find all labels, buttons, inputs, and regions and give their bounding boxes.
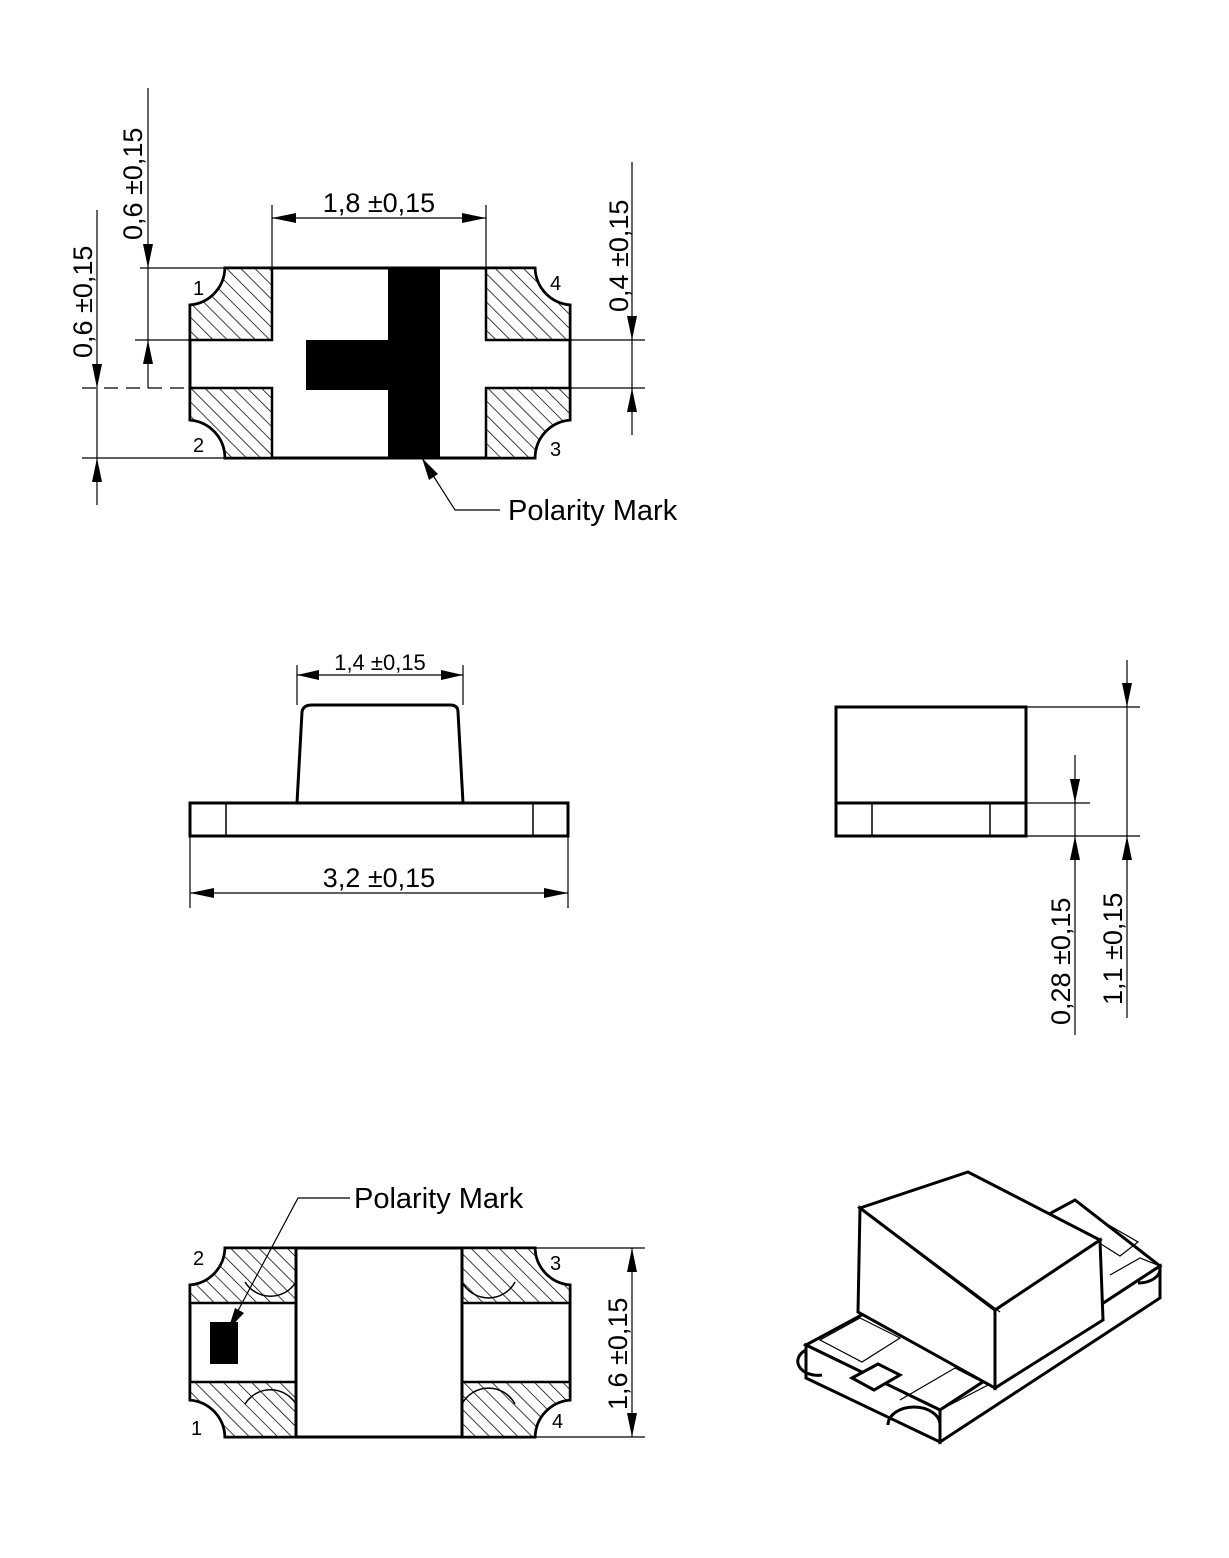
polarity-mark-arm [306,340,390,390]
top-polarity-label: Polarity Mark [508,495,678,527]
side-lens [836,707,1026,803]
top-pin-4: 4 [550,273,562,295]
front-base [190,803,568,836]
side-view [836,660,1140,1035]
dim-left-inner: 0,6 ±0,15 [118,127,148,240]
bottom-pin-2: 2 [193,1248,205,1270]
side-base [836,803,1026,836]
polarity-mark-bar [388,268,440,458]
dim-bottom-height: 1,6 ±0,15 [603,1297,633,1410]
front-lens [297,705,463,803]
dim-total-width: 3,2 ±0,15 [322,863,436,893]
bottom-pin-4: 4 [552,1411,564,1433]
bottom-view [190,1183,645,1440]
bottom-polarity-label: Polarity Mark [354,1183,524,1215]
isometric-view [798,1172,1160,1442]
front-view [190,650,568,908]
dim-top-width: 1,8 ±0,15 [322,188,436,218]
dim-left-outer: 0,6 ±0,15 [68,245,98,358]
dim-base-height: 0,28 ±0,15 [1046,897,1076,1025]
top-view [68,88,678,527]
dim-lens-width: 1,4 ±0,15 [334,650,426,675]
dim-total-height: 1,1 ±0,15 [1098,892,1128,1005]
top-pin-1: 1 [193,278,205,300]
top-pin-2: 2 [193,435,205,457]
bottom-center [296,1248,462,1437]
bottom-polarity-mark [210,1322,238,1364]
dim-right: 0,4 ±0,15 [604,199,634,312]
top-pin-3: 3 [550,439,562,461]
bottom-pin-1: 1 [191,1418,203,1440]
bottom-pin-3: 3 [550,1253,562,1275]
bottom-pad-1 [190,1382,296,1437]
